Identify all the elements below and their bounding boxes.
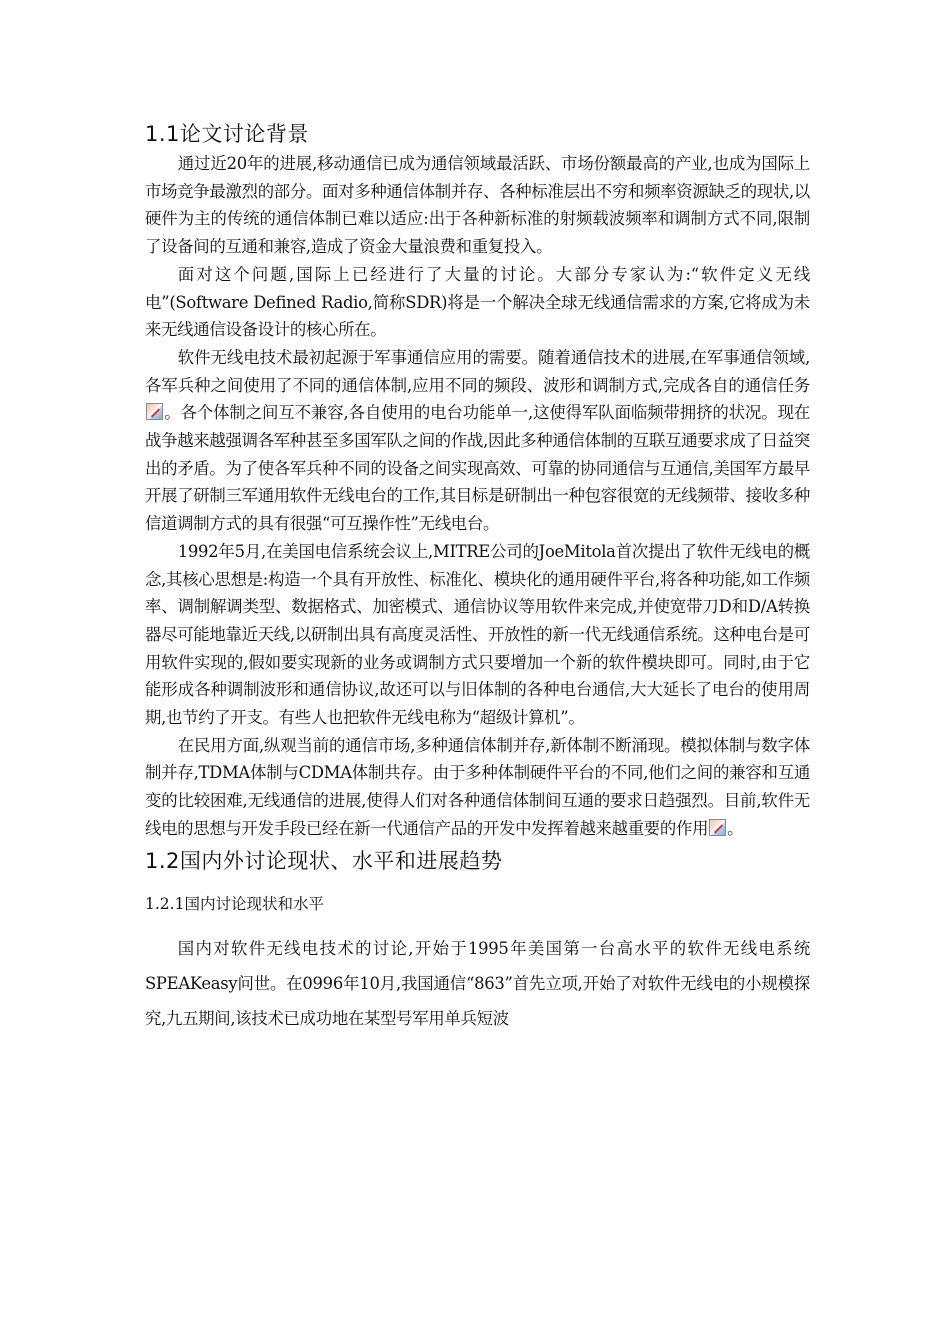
paragraph: 国内对软件无线电技术的讨论,开始于1995年美国第一台高水平的软件无线电系统SPEAKeasy问世。在0996年10月,我国通信“863”首先立项,开始了对软件无线电的小规模探究,九五期间,该技术已成功地在某型号军用单兵短波 [145, 938, 810, 1028]
paragraph: 1992年5月,在美国电信系统会议上,MITRE公司的JoeMitola首次提出了软件无线电的概念,其核心思想是:构造一个具有开放性、标准化、模块化的通用硬件平台,将各种功能,如工作频率、调制解调类型、数据格式、加密模式、通信协议等用软件来完成,并使宽带刀D和D/A转换器尽可能地靠近天线,以研制出具有高度灵活性、开放性的新一代无线通信系统。这种电台是可用软件实现的,假如要实现新的业务或调制方式只要增加一个新的软件模块即可。同时,由于它能形成各种调制波形和通信协议,故还可以与旧体制的各种电台通信,大大延长了电台的使用周期,也节约了开支。有些人也把软件无线电称为“超级计算机”。 [145, 541, 810, 728]
section-heading: 1.2国内外讨论现状、水平和进展趋势 [145, 848, 503, 873]
paragraph: 面对这个问题,国际上已经进行了大量的讨论。大部分专家认为:“软件定义无线电”(Software Defined Radio,简称SDR)将是一个解决全球无线通信需求的方案,它将成为未来无线通信设备设计的核心所在。 [145, 264, 810, 340]
section-heading: 1.1论文讨论背景 [145, 122, 309, 146]
paragraph-text: 软件无线电技术最初起源于军事通信应用的需要。随着通信技术的进展,在军事通信领域,各军兵种之间使用了不同的通信体制,应用不同的频段、波形和调制方式,完成各自的通信任务 [145, 347, 810, 395]
section-1-1 [145, 118, 810, 843]
paragraph [145, 344, 810, 538]
paragraph [145, 732, 810, 843]
broken-image-citation-icon [709, 819, 726, 836]
document-page [145, 118, 810, 1036]
section-1-2 [145, 845, 810, 1036]
paragraph-text: 。 [727, 818, 744, 838]
subsection-heading: 1.2.1国内讨论现状和水平 [145, 894, 324, 913]
paragraph: 通过近20年的进展,移动通信已成为通信领域最活跃、市场份额最高的产业,也成为国际上市场竞争最激烈的部分。面对多种通信体制并存、各种标准层出不穷和频率资源缺乏的现状,以硬件为主的传统的通信体制已难以适应:出于各种新标准的射频载波频率和调制方式不同,限制了设备间的互通和兼容,造成了资金大量浪费和重复投入。 [145, 154, 810, 257]
broken-image-citation-icon [146, 403, 163, 420]
paragraph-text: 在民用方面,纵观当前的通信市场,多种通信体制并存,新体制不断涌现。模拟体制与数字体制并存,TDMA体制与CDMA体制共存。由于多种体制硬件平台的不同,他们之间的兼容和互通变的比较困难,无线通信的进展,使得人们对各种通信体制间互通的要求日趋强烈。目前,软件无线电的思想与开发手段已经在新一代通信产品的开发中发挥着越来越重要的作用 [145, 735, 810, 838]
paragraph-text: 。各个体制之间互不兼容,各自使用的电台功能单一,这使得军队面临频带拥挤的状况。现在战争越来越强调各军种甚至多国军队之间的作战,因此多种通信体制的互联互通要求成了日益突出的矛盾。为了使各军兵种不同的设备之间实现高效、可靠的协同通信与互通信,美国军方最早开展了研制三军通用软件无线电台的工作,其目标是研制出一种包容很宽的无线频带、接收多种信道调制方式的具有很强“可互操作性”无线电台。 [145, 403, 810, 534]
